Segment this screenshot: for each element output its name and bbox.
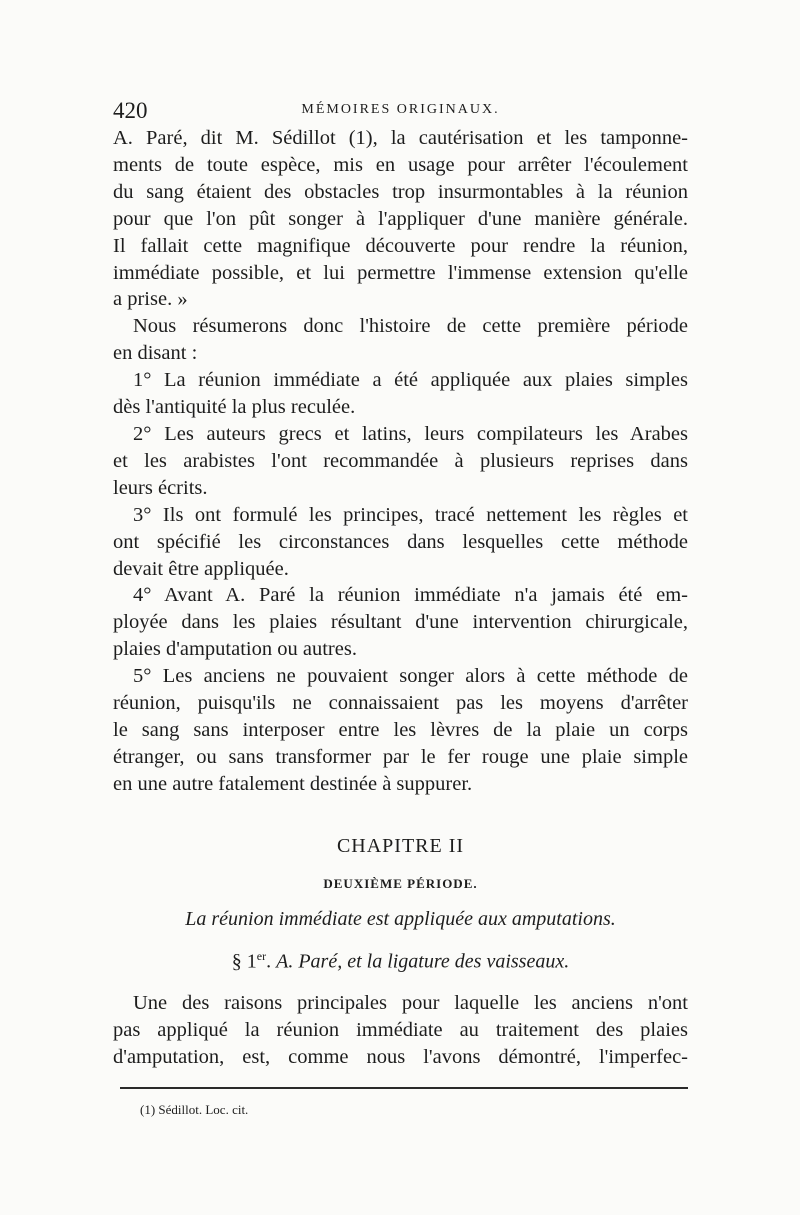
point5-line-5: en une autre fatalement destinée à suppurer.	[113, 772, 473, 795]
final-paragraph	[113, 990, 688, 1071]
paragraph1-line-4: pour que l'on pût songer à l'appliquer d'une manière générale.	[113, 207, 688, 230]
point4-line-2: ployée dans les plaies résultant d'une intervention chirurgicale,	[113, 611, 688, 634]
chapter-subtitle: La réunion immédiate est appliquée aux amputations.	[185, 908, 616, 930]
paragraph1-line-6: immédiate possible, et lui permettre l'immense extension qu'elle	[113, 261, 688, 284]
final-line-1: Une des raisons principales pour laquelle les anciens n'ont	[133, 992, 688, 1014]
running-title: MÉMOIRES ORIGINAUX.	[301, 102, 500, 117]
paragraph1-line-3: du sang étaient des obstacles trop insurmontables à la réunion	[113, 180, 688, 203]
page-header	[113, 98, 688, 128]
section-sup: er	[256, 949, 267, 963]
body-text	[113, 125, 688, 798]
summary-line-2: en disant :	[113, 342, 198, 365]
footnote-rule	[120, 1087, 688, 1089]
point3-line-2: ont spécifié les circonstances dans lesquelles cette méthode	[113, 530, 688, 553]
point2-line-2: et les arabistes l'ont recommandée à plusieurs reprises dans	[113, 449, 688, 472]
footnote: (1) Sédillot. Loc. cit.	[140, 1102, 249, 1117]
section-title: A. Paré, et la ligature des vaisseaux.	[276, 950, 570, 973]
point4-line-3: plaies d'amputation ou autres.	[113, 638, 357, 661]
paragraph1-line-5: Il fallait cette magnifique découverte pour rendre la réunion,	[113, 234, 688, 257]
paragraph1-line-1: A. Paré, dit M. Sédillot (1), la cautérisation et les tamponne-	[113, 127, 688, 149]
period-title: DEUXIÈME PÉRIODE.	[323, 876, 478, 891]
point1-line-1: 1° La réunion immédiate a été appliquée aux plaies simples	[133, 369, 688, 392]
summary-line-1: Nous résumerons donc l'histoire de cette première période	[133, 315, 688, 338]
point4-line-1: 4° Avant A. Paré la réunion immédiate n'a jamais été em-	[133, 584, 688, 607]
chapter-title: CHAPITRE II	[336, 835, 465, 857]
page-number: 420	[113, 98, 148, 123]
section-dot: .	[266, 950, 272, 973]
section-prefix: § 1	[231, 950, 257, 973]
paragraph1-line-2: ments de toute espèce, mis en usage pour arrêter l'écoulement	[113, 153, 688, 176]
final-line-2: pas appliqué la réunion immédiate au traitement des plaies	[113, 1019, 688, 1041]
paragraph1-line-7: a prise. »	[113, 288, 188, 311]
point2-line-1: 2° Les auteurs grecs et latins, leurs compilateurs les Arabes	[133, 422, 688, 445]
section-heading	[113, 949, 688, 974]
point1-line-2: dès l'antiquité la plus reculée.	[113, 396, 356, 419]
point5-line-3: le sang sans interposer entre les lèvres de la plaie un corps	[113, 718, 688, 741]
point3-line-3: devait être appliquée.	[113, 557, 289, 580]
point5-line-1: 5° Les anciens ne pouvaient songer alors à cette méthode de	[133, 665, 688, 688]
point5-line-2: réunion, puisqu'ils ne connaissaient pas les moyens d'arrêter	[113, 692, 688, 715]
final-line-3: d'amputation, est, comme nous l'avons démontré, l'imperfec-	[113, 1046, 688, 1068]
point3-line-1: 3° Ils ont formulé les principes, tracé nettement les règles et	[133, 503, 688, 526]
point5-line-4: étranger, ou sans transformer par le fer rouge une plaie simple	[113, 745, 688, 768]
point2-line-3: leurs écrits.	[113, 476, 208, 499]
